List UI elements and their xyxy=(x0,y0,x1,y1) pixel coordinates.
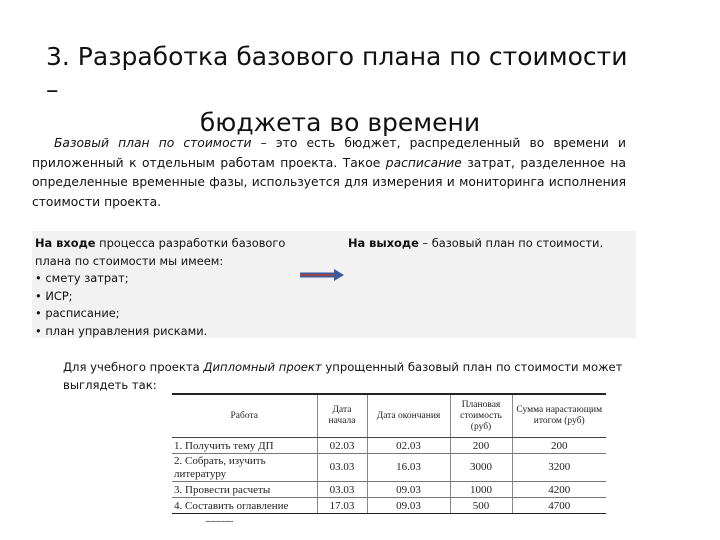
table-row xyxy=(172,498,606,514)
table-cell: 09.03 xyxy=(367,498,450,514)
table-cell: 09.03 xyxy=(367,482,450,498)
table-cell: 3. Провести расчеты xyxy=(172,482,317,498)
table-cell: 02.03 xyxy=(317,438,367,454)
table-cell: 02.03 xyxy=(367,438,450,454)
table-cell: 1000 xyxy=(450,482,512,498)
table-cell: 03.03 xyxy=(317,482,367,498)
process-box xyxy=(32,231,636,338)
intro-emphasis: расписание xyxy=(385,155,462,170)
process-input-label: На входе xyxy=(35,236,96,250)
example-project-name: Дипломный проект xyxy=(203,360,322,374)
example-caption: Для учебного проекта Дипломный проект упрощенный базовый план по стоимости может выглядеть так: xyxy=(63,360,623,392)
table-cell: 3200 xyxy=(512,454,606,482)
right-arrow-icon xyxy=(298,267,346,283)
table-header-row xyxy=(172,394,606,438)
table-cell: 1. Получить тему ДП xyxy=(172,438,317,454)
table-cell: 2. Собрать, изучить литературу xyxy=(172,454,317,482)
column-header: Работа xyxy=(172,394,317,438)
table-row xyxy=(172,482,606,498)
input-item: • план управления рисками. xyxy=(35,323,208,338)
process-output-label: На выходе xyxy=(348,236,419,250)
slide-title-line-1: 3. Разработка базового плана по стоимости – xyxy=(46,42,628,104)
table-cell: 03.03 xyxy=(317,454,367,482)
input-item: • расписание; xyxy=(35,306,120,320)
process-output-text: – базовый план по стоимости. xyxy=(418,236,604,250)
slide-title xyxy=(40,40,640,139)
process-input-text: процесса разработки базового плана по стоимости мы имеем: xyxy=(35,236,286,268)
intro-text-part-1: – это есть бюджет, распределенный во времени и приложенный к отдельным работам проекта. Такое xyxy=(32,136,626,170)
input-item: • ИСР; xyxy=(35,288,73,303)
column-header: Дата окончания xyxy=(367,394,450,438)
table-row xyxy=(172,454,606,482)
process-input xyxy=(35,235,325,340)
table-cell: 16.03 xyxy=(367,454,450,482)
table-cell: 17.03 xyxy=(317,498,367,514)
column-header: Сумма нарастающим итогом (руб) xyxy=(512,394,606,438)
column-header: Плановая стоимость (руб) xyxy=(450,394,512,438)
table-cell: 200 xyxy=(512,438,606,454)
intro-paragraph xyxy=(32,134,626,212)
process-output xyxy=(348,235,634,253)
table-cell: 500 xyxy=(450,498,512,514)
cost-baseline-table xyxy=(172,393,606,514)
table-row xyxy=(172,438,606,454)
table-cell: 200 xyxy=(450,438,512,454)
table-cell: 4200 xyxy=(512,482,606,498)
input-item: • смету затрат; xyxy=(35,271,129,285)
intro-text-part-2: затрат, разделенное на определенные временные фазы, используется для измерения и мониторинга исполнения стоимости проекта. xyxy=(32,155,626,209)
table-cell: 4. Составить оглавление xyxy=(172,498,317,514)
intro-term: Базовый план по стоимости xyxy=(54,136,252,150)
column-header: Дата начала xyxy=(317,394,367,438)
table-cell: 3000 xyxy=(450,454,512,482)
table-cell: 4700 xyxy=(512,498,606,514)
table-continuation-dots: ...................... xyxy=(205,514,233,524)
slide-title-line-2: бюджета во времени xyxy=(199,108,481,137)
